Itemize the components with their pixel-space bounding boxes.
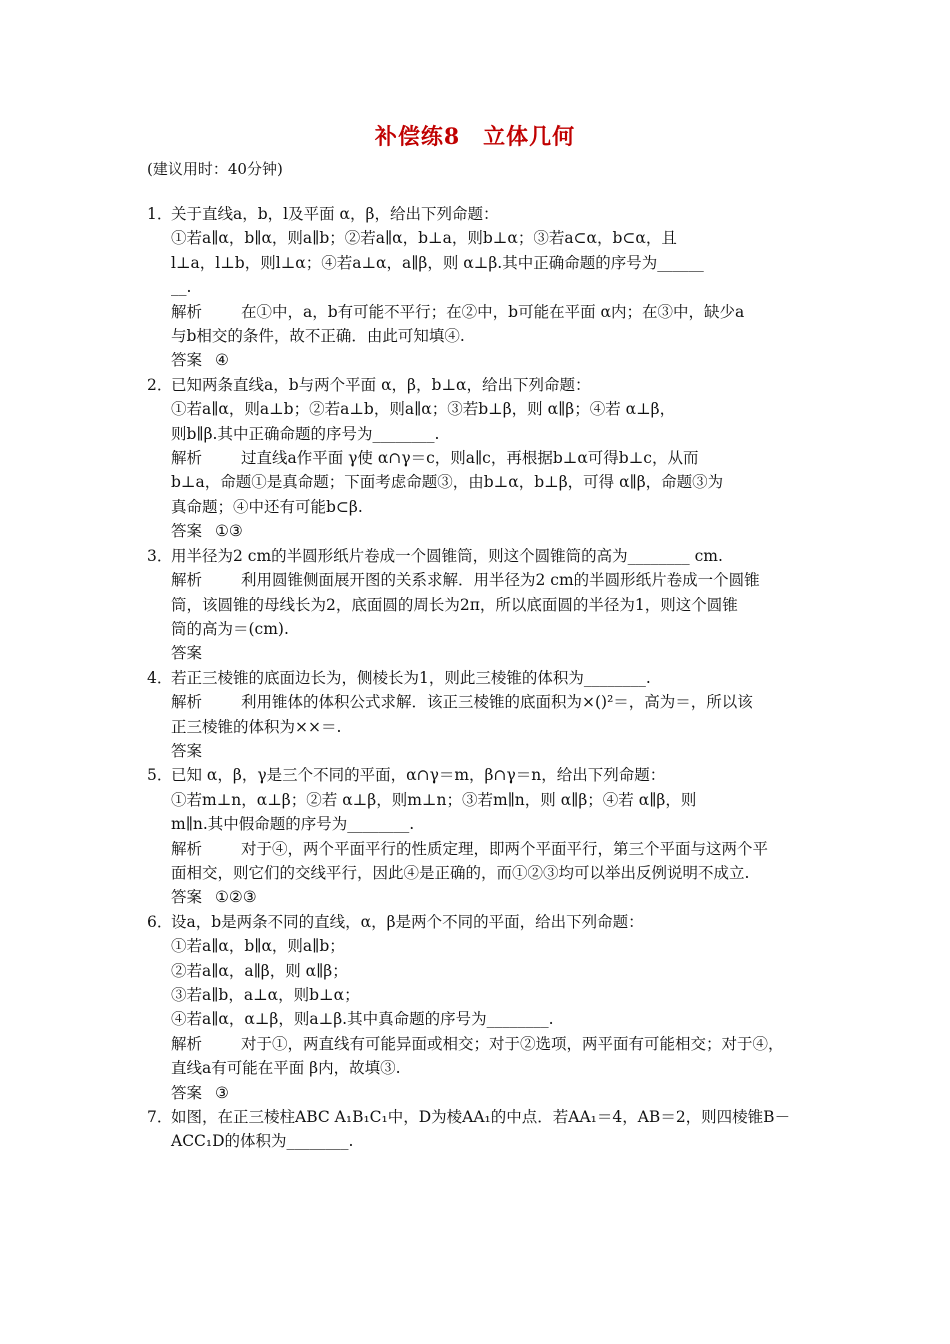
problem-stem-line: m∥n.其中假命题的序号为________. bbox=[171, 815, 415, 834]
problem-stem-line: ①若a∥α，b∥α，则a∥b；②若a∥α，b⊥a，则b⊥α；③若a⊂α，b⊂α，且 bbox=[171, 229, 677, 248]
problem-stem-line: ①若m⊥n，α⊥β；②若 α⊥β，则m⊥n；③若m∥n，则 α∥β；④若 α∥β，则 bbox=[171, 790, 697, 809]
problem-stem-line: 已知 α，β，γ是三个不同的平面，α∩γ＝m，β∩γ＝n，给出下列命题： bbox=[171, 766, 666, 785]
analysis-text: 筒的高为＝(cm). bbox=[171, 619, 289, 638]
analysis-line bbox=[147, 446, 817, 470]
analysis-line bbox=[147, 1032, 817, 1056]
analysis-label: 解析 bbox=[171, 1034, 203, 1053]
problem-stem-line: ②若a∥α，a∥β，则 α∥β； bbox=[171, 961, 348, 980]
problem-stem-line: 已知两条直线a，b与两个平面 α，β，b⊥α，给出下列命题： bbox=[171, 375, 591, 394]
problem-stem-line: 如图，在正三棱柱ABC A₁B₁C₁中，D为棱AA₁的中点．若AA₁＝4，AB＝2，则四棱锥B－ bbox=[171, 1108, 791, 1127]
analysis-line bbox=[147, 1056, 817, 1080]
problem-number: 4． bbox=[147, 668, 173, 687]
answer-line bbox=[147, 519, 817, 543]
problem bbox=[147, 666, 817, 764]
problem-number: 7． bbox=[147, 1108, 173, 1127]
problem-stem-line: 关于直线a，b，l及平面 α，β，给出下列命题： bbox=[171, 205, 499, 223]
problem-number: 3． bbox=[147, 546, 173, 565]
answer-label: 答案 bbox=[171, 522, 203, 541]
analysis-text: 面相交，则它们的交线平行，因此④是正确的，而①②③均可以举出反例说明不成立. bbox=[171, 863, 750, 882]
answer-label: 答案 bbox=[171, 741, 203, 760]
analysis-text: 在①中，a，b有可能不平行；在②中，b可能在平面 α内；在③中，缺少a bbox=[241, 302, 745, 321]
answer-label: 答案 bbox=[171, 644, 203, 663]
answer-line bbox=[147, 739, 817, 763]
analysis-line bbox=[147, 690, 817, 714]
analysis-text: 筒，该圆锥的母线长为2，底面圆的周长为2π，所以底面圆的半径为1，则这个圆锥 bbox=[171, 595, 738, 614]
analysis-text: 利用圆锥侧面展开图的关系求解．用半径为2 cm的半圆形纸片卷成一个圆锥 bbox=[241, 571, 760, 590]
analysis-text: 真命题；④中还有可能b⊂β. bbox=[171, 497, 363, 516]
problem-stem-line: ①若a∥α，则a⊥b；②若a⊥b，则a∥α；③若b⊥β，则 α∥β；④若 α⊥β， bbox=[171, 400, 676, 419]
problem-stem-line: ④若a∥α，α⊥β，则a⊥β.其中真命题的序号为________. bbox=[171, 1010, 554, 1029]
problem bbox=[147, 1105, 817, 1154]
analysis-text: 与b相交的条件，故不正确．由此可知填④. bbox=[171, 327, 465, 346]
answer-line bbox=[147, 885, 817, 909]
analysis-line bbox=[147, 861, 817, 885]
problem-stem-line: __. bbox=[171, 278, 192, 297]
answer-line bbox=[147, 348, 817, 372]
answer-text: ①②③ bbox=[215, 888, 257, 907]
problem bbox=[147, 544, 817, 666]
analysis-text: 对于④，两个平面平行的性质定理，即两个平面平行，第三个平面与这两个平 bbox=[241, 839, 769, 858]
answer-text: ①③ bbox=[215, 522, 243, 541]
problem-stem-line: 若正三棱锥的底面边长为，侧棱长为1，则此三棱锥的体积为________. bbox=[171, 668, 651, 687]
analysis-label: 解析 bbox=[171, 449, 203, 468]
analysis-label: 解析 bbox=[171, 302, 203, 321]
analysis-label: 解析 bbox=[171, 839, 203, 858]
page-title: 补偿练8 立体几何 bbox=[374, 124, 576, 150]
analysis-text: b⊥a，命题①是真命题；下面考虑命题③，由b⊥α，b⊥β，可得 α∥β，命题③为 bbox=[171, 473, 724, 492]
problem-number: 6． bbox=[147, 912, 173, 931]
problem bbox=[147, 373, 817, 544]
analysis-line bbox=[147, 593, 817, 617]
answer-label: 答案 bbox=[171, 351, 203, 370]
problem-stem-line: 则b∥β.其中正确命题的序号为________. bbox=[171, 424, 440, 443]
analysis-line bbox=[147, 324, 817, 348]
analysis-text: 直线a有可能在平面 β内，故填③. bbox=[171, 1059, 401, 1078]
problem bbox=[147, 763, 817, 909]
answer-label: 答案 bbox=[171, 888, 203, 907]
analysis-text: 正三棱锥的体积为××＝. bbox=[171, 717, 342, 736]
analysis-line bbox=[147, 495, 817, 519]
analysis-label: 解析 bbox=[171, 693, 203, 712]
problem bbox=[147, 910, 817, 1105]
problem-stem-line: l⊥a，l⊥b，则l⊥α；④若a⊥α，a∥β，则 α⊥β.其中正确命题的序号为______ bbox=[171, 253, 704, 272]
problem-number: 2． bbox=[147, 375, 173, 394]
answer-label: 答案 bbox=[171, 1083, 203, 1102]
analysis-label: 解析 bbox=[171, 571, 203, 590]
analysis-line bbox=[147, 837, 817, 861]
answer-text: ③ bbox=[215, 1083, 229, 1102]
problem-stem-line: ACC₁D的体积为________. bbox=[171, 1132, 354, 1151]
answer-line bbox=[147, 641, 817, 665]
answer-text: ④ bbox=[215, 351, 229, 370]
problem-stem-line: ①若a∥α，b∥α，则a∥b； bbox=[171, 937, 345, 956]
problem-number: 5． bbox=[147, 766, 173, 785]
analysis-line bbox=[147, 715, 817, 739]
problem-stem-line: ③若a∥b，a⊥α，则b⊥α； bbox=[171, 986, 360, 1004]
problem-number: 1． bbox=[147, 205, 173, 223]
problem-stem-line: 设a，b是两条不同的直线，α，β是两个不同的平面，给出下列命题： bbox=[171, 912, 644, 931]
problem-stem-line: 用半径为2 cm的半圆形纸片卷成一个圆锥筒，则这个圆锥筒的高为________ cm. bbox=[171, 546, 723, 565]
analysis-text: 利用锥体的体积公式求解．该正三棱锥的底面积为×()²＝，高为＝，所以该 bbox=[241, 693, 753, 712]
problem bbox=[147, 202, 817, 373]
analysis-text: 过直线a作平面 γ使 α∩γ＝c，则a∥c，再根据b⊥α可得b⊥c，从而 bbox=[241, 449, 699, 468]
answer-line bbox=[147, 1081, 817, 1105]
analysis-line bbox=[147, 470, 817, 494]
problem-list bbox=[147, 202, 817, 1154]
analysis-line bbox=[147, 300, 817, 324]
analysis-text: 对于①，两直线有可能异面或相交；对于②选项，两平面有可能相交；对于④， bbox=[241, 1034, 784, 1053]
analysis-line bbox=[147, 568, 817, 592]
analysis-line bbox=[147, 617, 817, 641]
suggested-time-note: (建议用时：40分钟) bbox=[147, 160, 283, 178]
